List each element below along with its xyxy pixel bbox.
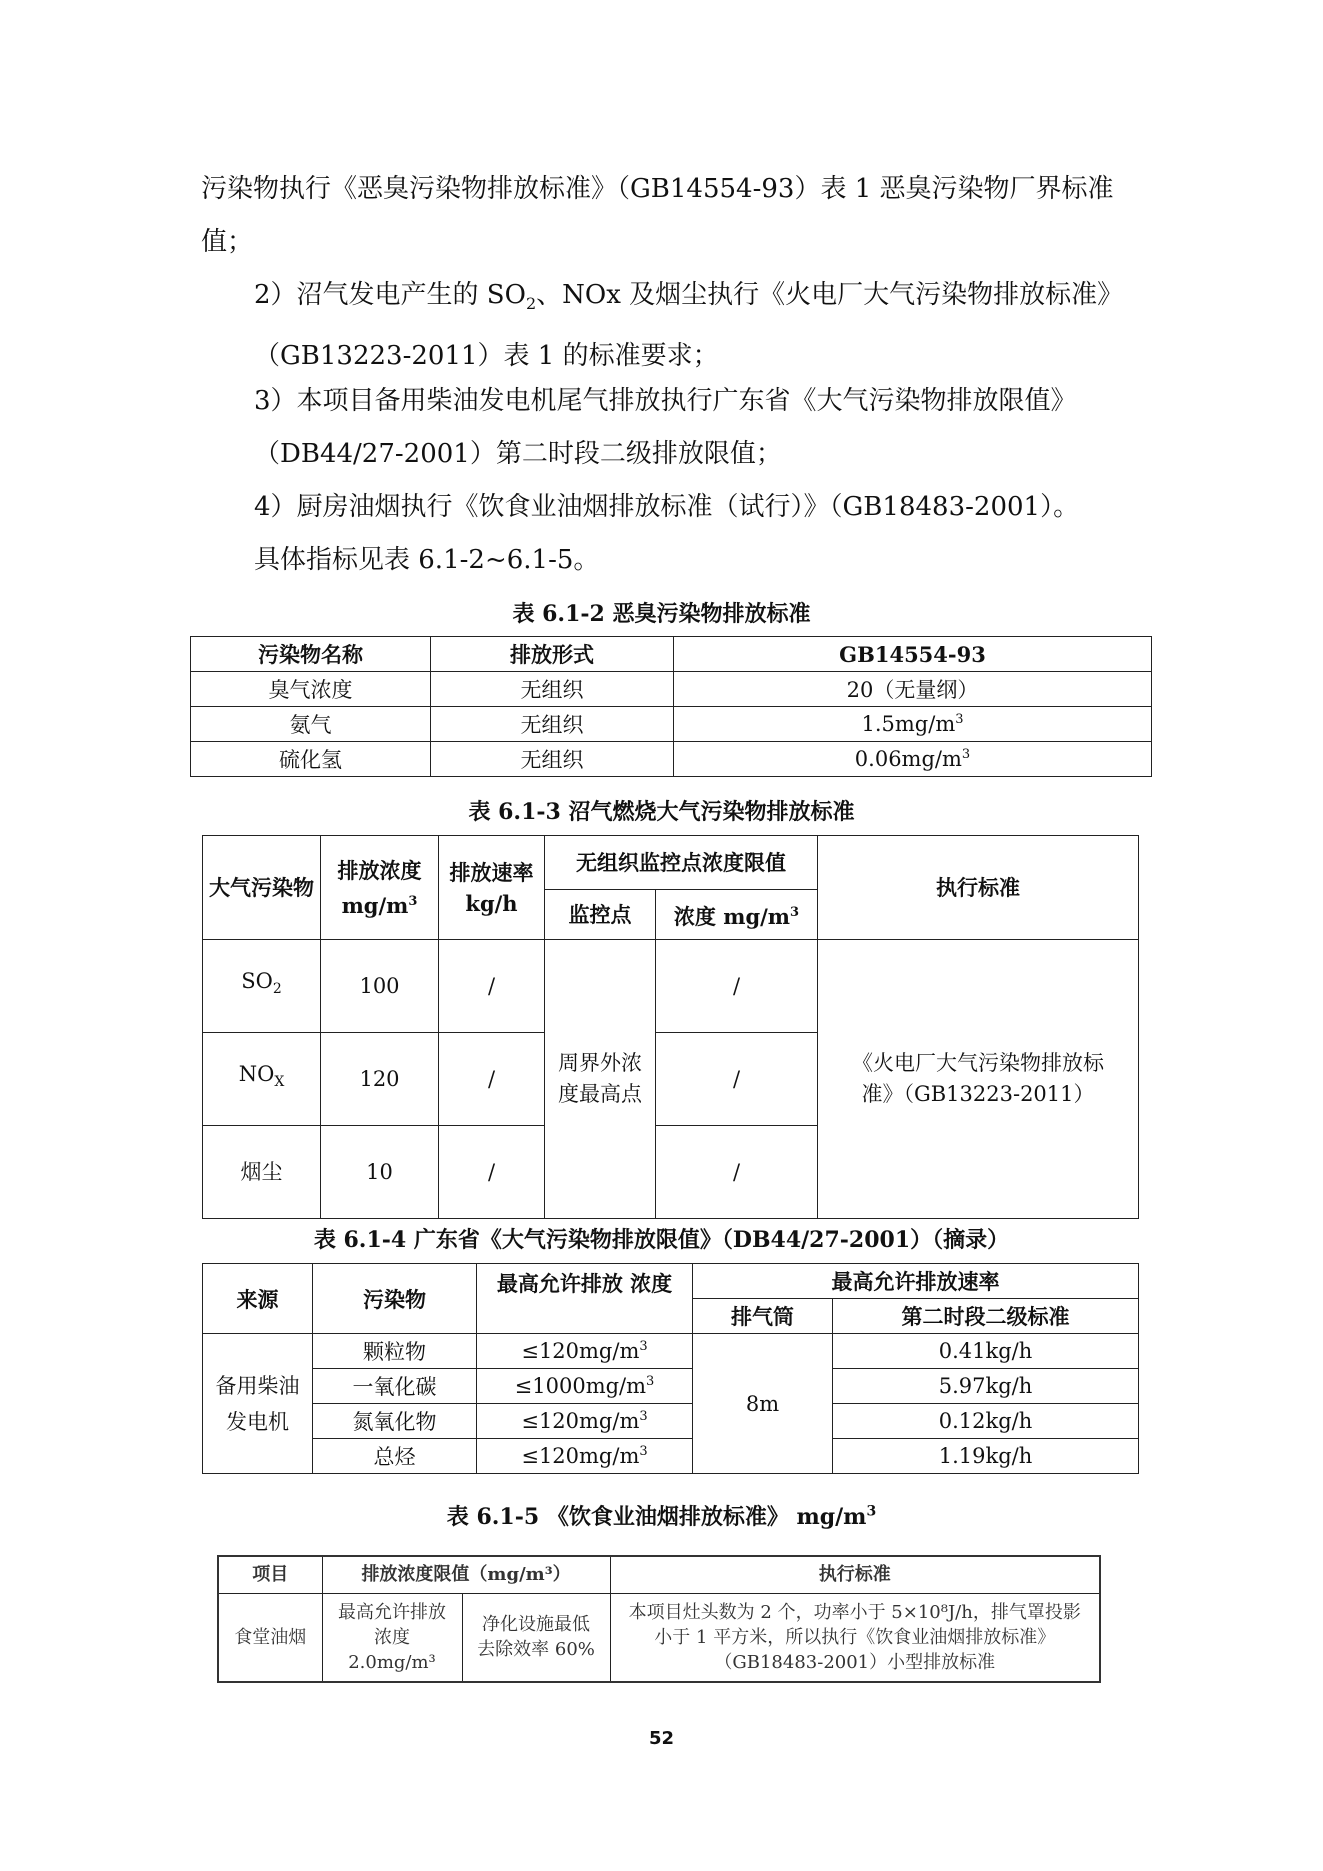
table-row: 备用柴油发电机 颗粒物 $\le 120mg/m^3$ 8m 0.41kg/h: [203, 1334, 1139, 1369]
table3-header-source: 来源: [203, 1264, 313, 1334]
table4-caption: 表 6.1-5 《饮食业油烟排放标准》 $mg/m^3$: [446, 1503, 877, 1530]
table4-limit-concentration: 最高允许排放浓度 2.0mg/m³: [322, 1593, 462, 1682]
table4-header-standard: 执行标准: [610, 1556, 1100, 1593]
table2-header-fugitive: 无组织监控点浓度限值: [545, 836, 818, 890]
paragraph-3: 3）本项目备用柴油发电机尾气排放执行广东省《大气污染物排放限值》（DB44/27-2001）第二时段二级排放限值；: [254, 386, 1077, 469]
table3-source: 备用柴油发电机: [203, 1334, 313, 1474]
table-row: $NO_X$ 120 / /: [203, 1033, 1139, 1126]
table-row: $SO_2$ 100 / 周界外浓度最高点 / 《火电厂大气污染物排放标准》（GB13223-2011）: [203, 940, 1139, 1033]
table-row: 氮氧化物 $\le 120mg/m^3$ 0.12kg/h: [203, 1404, 1139, 1439]
table2-caption: 表 6.1-3 沼气燃烧大气污染物排放标准: [468, 799, 855, 825]
table2-header-standard: 执行标准: [818, 836, 1139, 940]
page-number: 52: [648, 1728, 675, 1749]
table3-header-concentration: 最高允许排放 浓度: [477, 1264, 693, 1334]
table2-header-fconc: 浓度 $mg/m^3$: [656, 890, 818, 940]
table3-header-stack: 排气筒: [693, 1299, 833, 1334]
paragraph-1: 污染物执行《恶臭污染物排放标准》（GB14554-93）表 1 恶臭污染物厂界标准值；: [201, 174, 1114, 257]
table4-limit-efficiency: 净化设施最低去除效率 60%: [462, 1593, 610, 1682]
table2-header-point: 监控点: [545, 890, 656, 940]
table4-header-item: 项目: [218, 1556, 322, 1593]
table2-header-pollutant: 大气污染物: [203, 836, 321, 940]
table-row: 一氧化碳 $\le 1000mg/m^3$ 5.97kg/h: [203, 1369, 1139, 1404]
table2-header-rate: 排放速率 kg/h: [439, 836, 545, 940]
table3-header-pollutant: 污染物: [313, 1264, 477, 1334]
diesel-generator-table: [202, 1263, 1139, 1474]
table3-stack: 8m: [693, 1334, 833, 1474]
paragraph-2: 2）沼气发电产生的 $SO_2$、NOx 及烟尘执行《火电厂大气污染物排放标准》（GB13223-2011）表 1 的标准要求；: [254, 280, 1124, 372]
table-row: 氨气 无组织 $1.5mg/m^3$: [191, 707, 1152, 742]
cooking-fume-table: [217, 1555, 1101, 1683]
table-row: 硫化氢 无组织 $0.06mg/m^3$: [191, 742, 1152, 777]
biogas-emission-table: [202, 835, 1139, 1219]
table2-monitor-point: 周界外浓度最高点: [545, 940, 656, 1219]
table2-standard: 《火电厂大气污染物排放标准》（GB13223-2011）: [818, 940, 1139, 1219]
table1-header-standard: GB14554-93: [674, 637, 1152, 672]
table-row: 总烃 $\le 120mg/m^3$ 1.19kg/h: [203, 1439, 1139, 1474]
table3-header-rate: 最高允许排放速率: [693, 1264, 1139, 1299]
table1-header-form: 排放形式: [431, 637, 674, 672]
table4-header-limit: 排放浓度限值（mg/m³）: [322, 1556, 610, 1593]
table3-header-level: 第二时段二级标准: [833, 1299, 1139, 1334]
table3-caption: 表 6.1-4 广东省《大气污染物排放限值》（DB44/27-2001）（摘录）: [313, 1227, 1010, 1253]
odor-standard-table: [190, 636, 1152, 777]
table1-header-name: 污染物名称: [191, 637, 431, 672]
table4-item: 食堂油烟: [218, 1593, 322, 1682]
table-row: [218, 1593, 1100, 1682]
paragraph-4: 4）厨房油烟执行《饮食业油烟排放标准（试行）》（GB18483-2001）。: [254, 492, 1080, 522]
table-row: 臭气浓度 无组织 20（无量纲）: [191, 672, 1152, 707]
table1-caption: 表 6.1-2 恶臭污染物排放标准: [512, 601, 811, 627]
table2-header-concentration: 排放浓度 $mg/m^3$: [321, 836, 439, 940]
table-row: 烟尘 10 / /: [203, 1126, 1139, 1219]
table4-standard: 本项目灶头数为 2 个，功率小于 5×10⁸J/h，排气罩投影小于 1 平方米，所以执行《饮食业油烟排放标准》（GB18483-2001）小型排放标准: [610, 1593, 1100, 1682]
paragraph-5: 具体指标见表 6.1-2~6.1-5。: [254, 545, 600, 575]
